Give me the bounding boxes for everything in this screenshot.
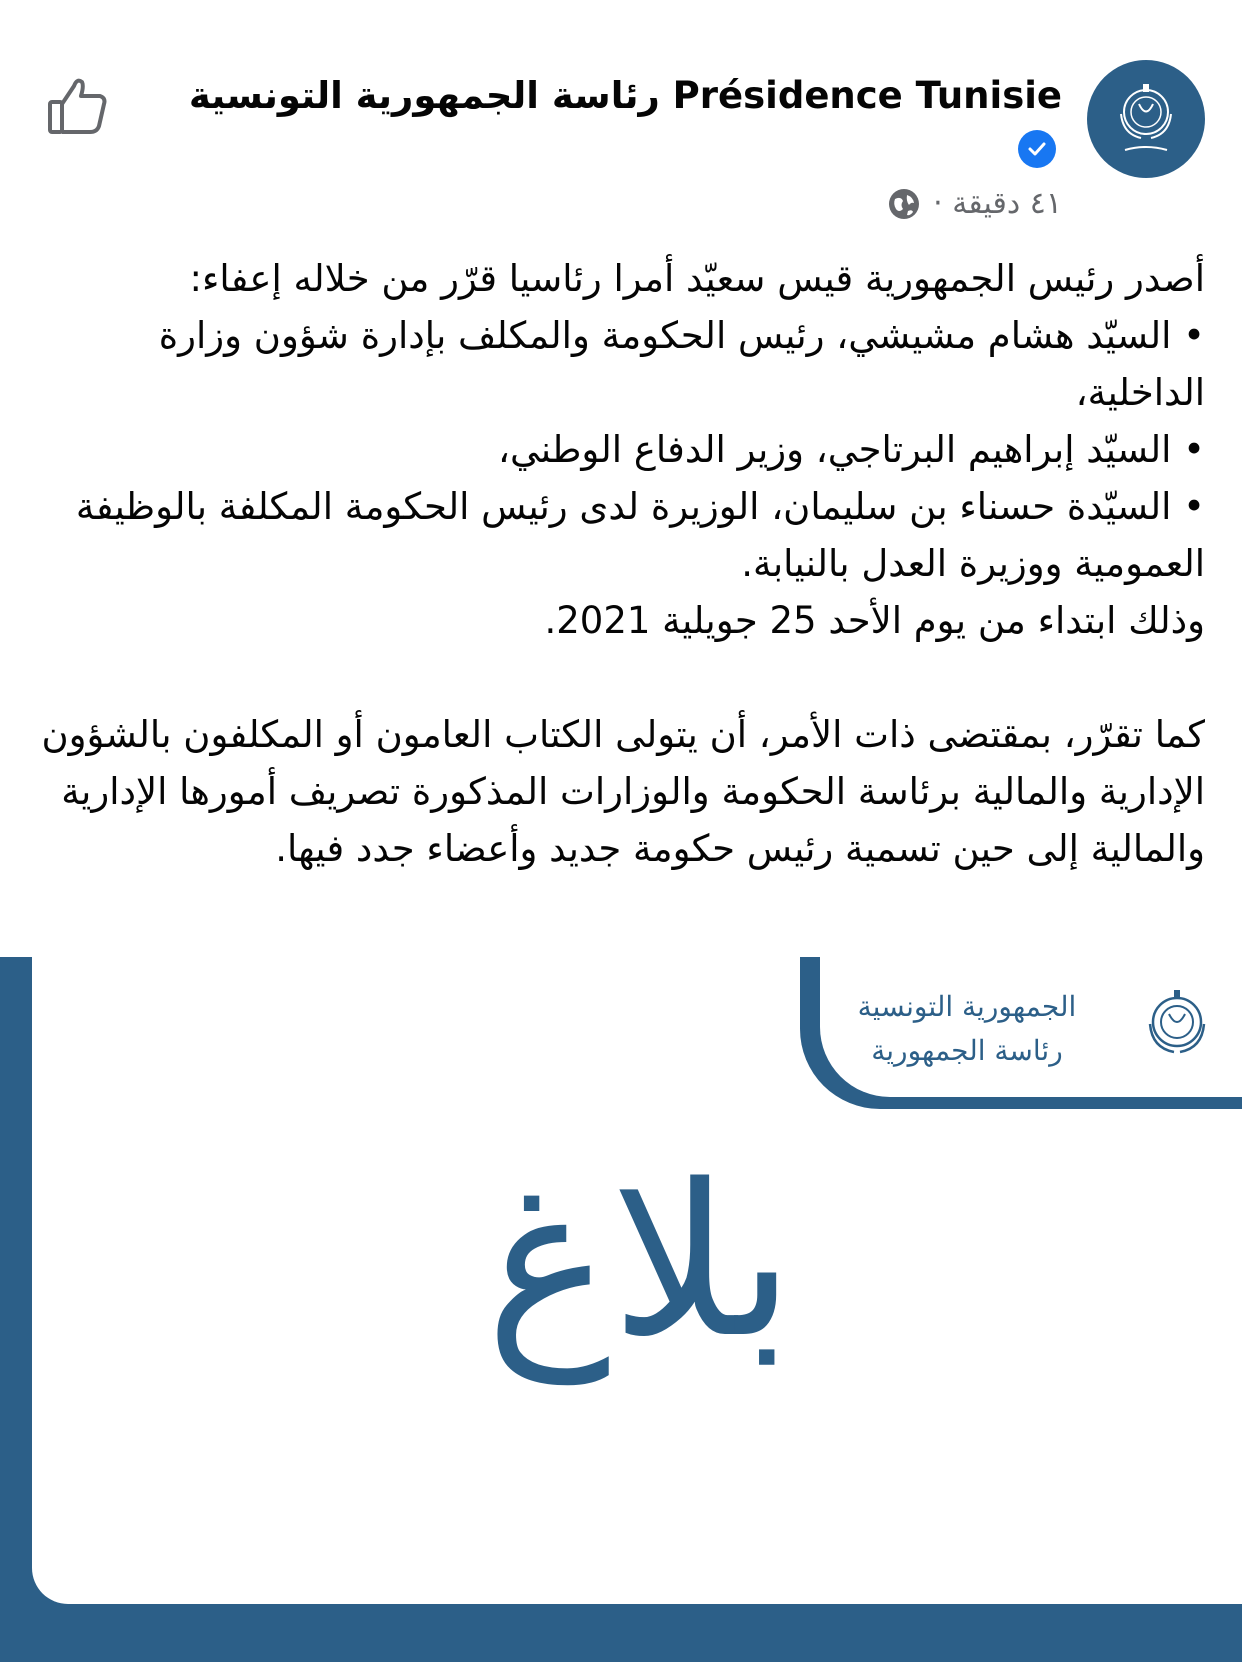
banner-headline: بلاغ [485,1139,795,1384]
presidency-emblem-icon [1132,982,1222,1072]
presidency-emblem-icon [1101,74,1191,164]
post-meta [887,186,1062,221]
page-name[interactable]: رئاسة الجمهورية التونسية Présidence Tunisie [188,74,1062,117]
post-line: أصدر رئيس الجمهورية قيس سعيّد أمرا رئاسيا قرّر من خلاله إعفاء: [189,257,1205,300]
post-line: كما تقرّر، بمقتضى ذات الأمر، أن يتولى الكتاب العامون أو المكلفون بالشؤون الإدارية والمالية برئاسة الحكومة والوزارات المذكورة تصريف أمورها الإدارية والمالية إلى حين تسمية رئيس حكومة جديد وأعضاء جدد فيها. [41,713,1205,870]
post-line: • السيّد إبراهيم البرتاجي، وزير الدفاع الوطني، [498,428,1205,471]
post-image[interactable] [0,957,1242,1662]
verified-badge-icon [1018,130,1056,168]
banner-title-line1: الجمهورية التونسية [857,990,1077,1023]
post-time[interactable]: ٤١ دقيقة · [933,186,1062,221]
post-line: • السيّد هشام مشيشي، رئيس الحكومة والمكلف بإدارة شؤون وزارة الداخلية، [158,314,1205,414]
banner-title-line2: رئاسة الجمهورية [871,1034,1063,1067]
post-header [0,0,1242,240]
post-body [25,250,1205,877]
globe-icon [887,187,921,221]
thumbs-up-icon[interactable] [44,72,110,138]
post-line: وذلك ابتداء من يوم الأحد 25 جويلية 2021. [544,599,1205,642]
post-line: • السيّدة حسناء بن سليمان، الوزيرة لدى رئيس الحكومة المكلفة بالوظيفة العمومية ووزيرة العدل بالنيابة. [75,485,1205,585]
banner-title [822,985,1112,1073]
page-avatar[interactable] [1087,60,1205,178]
paragraph-gap [25,649,1205,706]
